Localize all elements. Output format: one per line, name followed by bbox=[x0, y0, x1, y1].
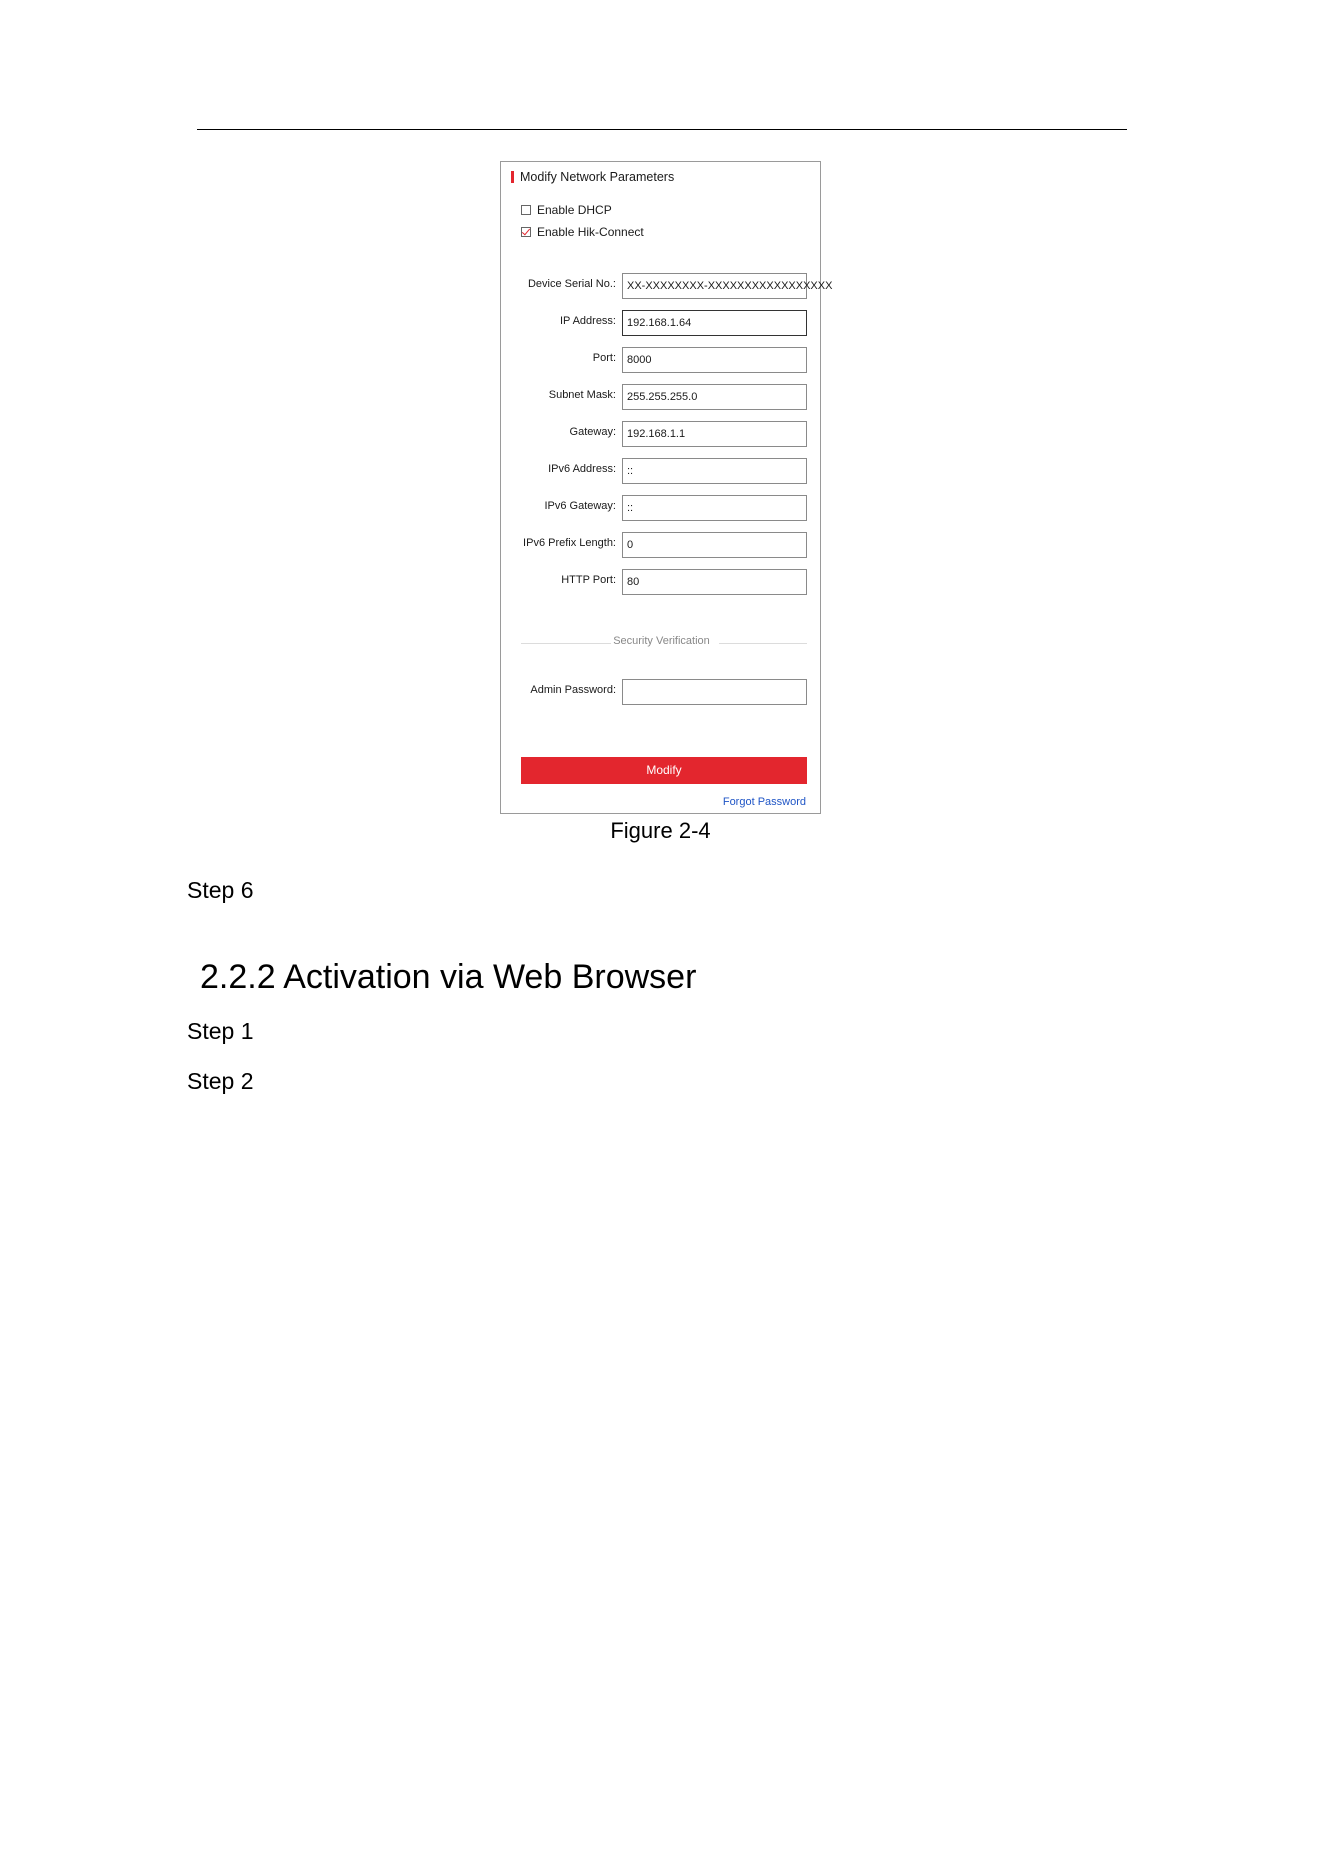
port-label: Port: bbox=[592, 352, 616, 364]
enable-dhcp-label: Enable DHCP bbox=[537, 203, 612, 217]
figure-caption: Figure 2-4 bbox=[610, 818, 711, 843]
enable-hik-connect-row[interactable] bbox=[521, 225, 644, 239]
enable-hik-connect-label: Enable Hik-Connect bbox=[537, 225, 644, 239]
gateway-row bbox=[501, 421, 822, 449]
ipv6-address-label: IPv6 Address: bbox=[548, 463, 616, 475]
admin-password-field[interactable] bbox=[622, 679, 807, 705]
ipv6-prefix-length-row bbox=[501, 532, 822, 560]
security-verification-label: Security Verification bbox=[613, 635, 710, 647]
admin-password-label: Admin Password: bbox=[530, 684, 616, 696]
header-rule bbox=[197, 129, 1127, 130]
forgot-password-link[interactable]: Forgot Password bbox=[722, 796, 806, 808]
ipv6-gateway-row bbox=[501, 495, 822, 523]
device-serial-label: Device Serial No.: bbox=[527, 278, 616, 290]
ipv6-prefix-length-field[interactable]: 0 bbox=[622, 532, 807, 558]
ipv6-gateway-field[interactable]: :: bbox=[622, 495, 807, 521]
step-1: Step 1 bbox=[187, 1018, 254, 1044]
step-6: Step 6 bbox=[187, 877, 254, 903]
modify-button[interactable]: Modify bbox=[521, 757, 807, 784]
panel-title bbox=[511, 170, 674, 184]
enable-dhcp-row[interactable] bbox=[521, 203, 612, 217]
subnet-mask-label: Subnet Mask: bbox=[548, 389, 616, 401]
title-accent-bar bbox=[511, 171, 514, 183]
gateway-field[interactable]: 192.168.1.1 bbox=[622, 421, 807, 447]
step-2: Step 2 bbox=[187, 1068, 254, 1094]
ipv6-prefix-length-label: IPv6 Prefix Length: bbox=[523, 537, 616, 549]
port-row bbox=[501, 347, 822, 375]
enable-dhcp-checkbox[interactable] bbox=[521, 205, 531, 215]
ip-address-label: IP Address: bbox=[559, 315, 616, 327]
panel-title-text: Modify Network Parameters bbox=[520, 170, 675, 184]
gateway-label: Gateway: bbox=[569, 426, 616, 438]
modify-network-parameters-panel bbox=[500, 161, 833, 814]
device-serial-row bbox=[501, 273, 833, 301]
admin-password-row bbox=[501, 679, 822, 707]
port-field[interactable]: 8000 bbox=[622, 347, 807, 373]
section-heading: 2.2.2 Activation via Web Browser bbox=[200, 958, 697, 996]
http-port-label: HTTP Port: bbox=[561, 574, 616, 586]
subnet-mask-row bbox=[501, 384, 822, 412]
ipv6-address-field[interactable]: :: bbox=[622, 458, 807, 484]
enable-hik-connect-checkbox[interactable] bbox=[521, 227, 531, 237]
ip-address-field[interactable]: 192.168.1.64 bbox=[622, 310, 807, 336]
ipv6-gateway-label: IPv6 Gateway: bbox=[544, 500, 616, 512]
device-serial-field[interactable]: XX-XXXXXXXX-XXXXXXXXXXXXXXXXX bbox=[622, 273, 807, 299]
ip-address-row bbox=[501, 310, 822, 338]
subnet-mask-field[interactable]: 255.255.255.0 bbox=[622, 384, 807, 410]
ipv6-address-row bbox=[501, 458, 822, 486]
security-divider-right bbox=[719, 643, 807, 644]
http-port-row bbox=[501, 569, 822, 597]
http-port-field[interactable]: 80 bbox=[622, 569, 807, 595]
